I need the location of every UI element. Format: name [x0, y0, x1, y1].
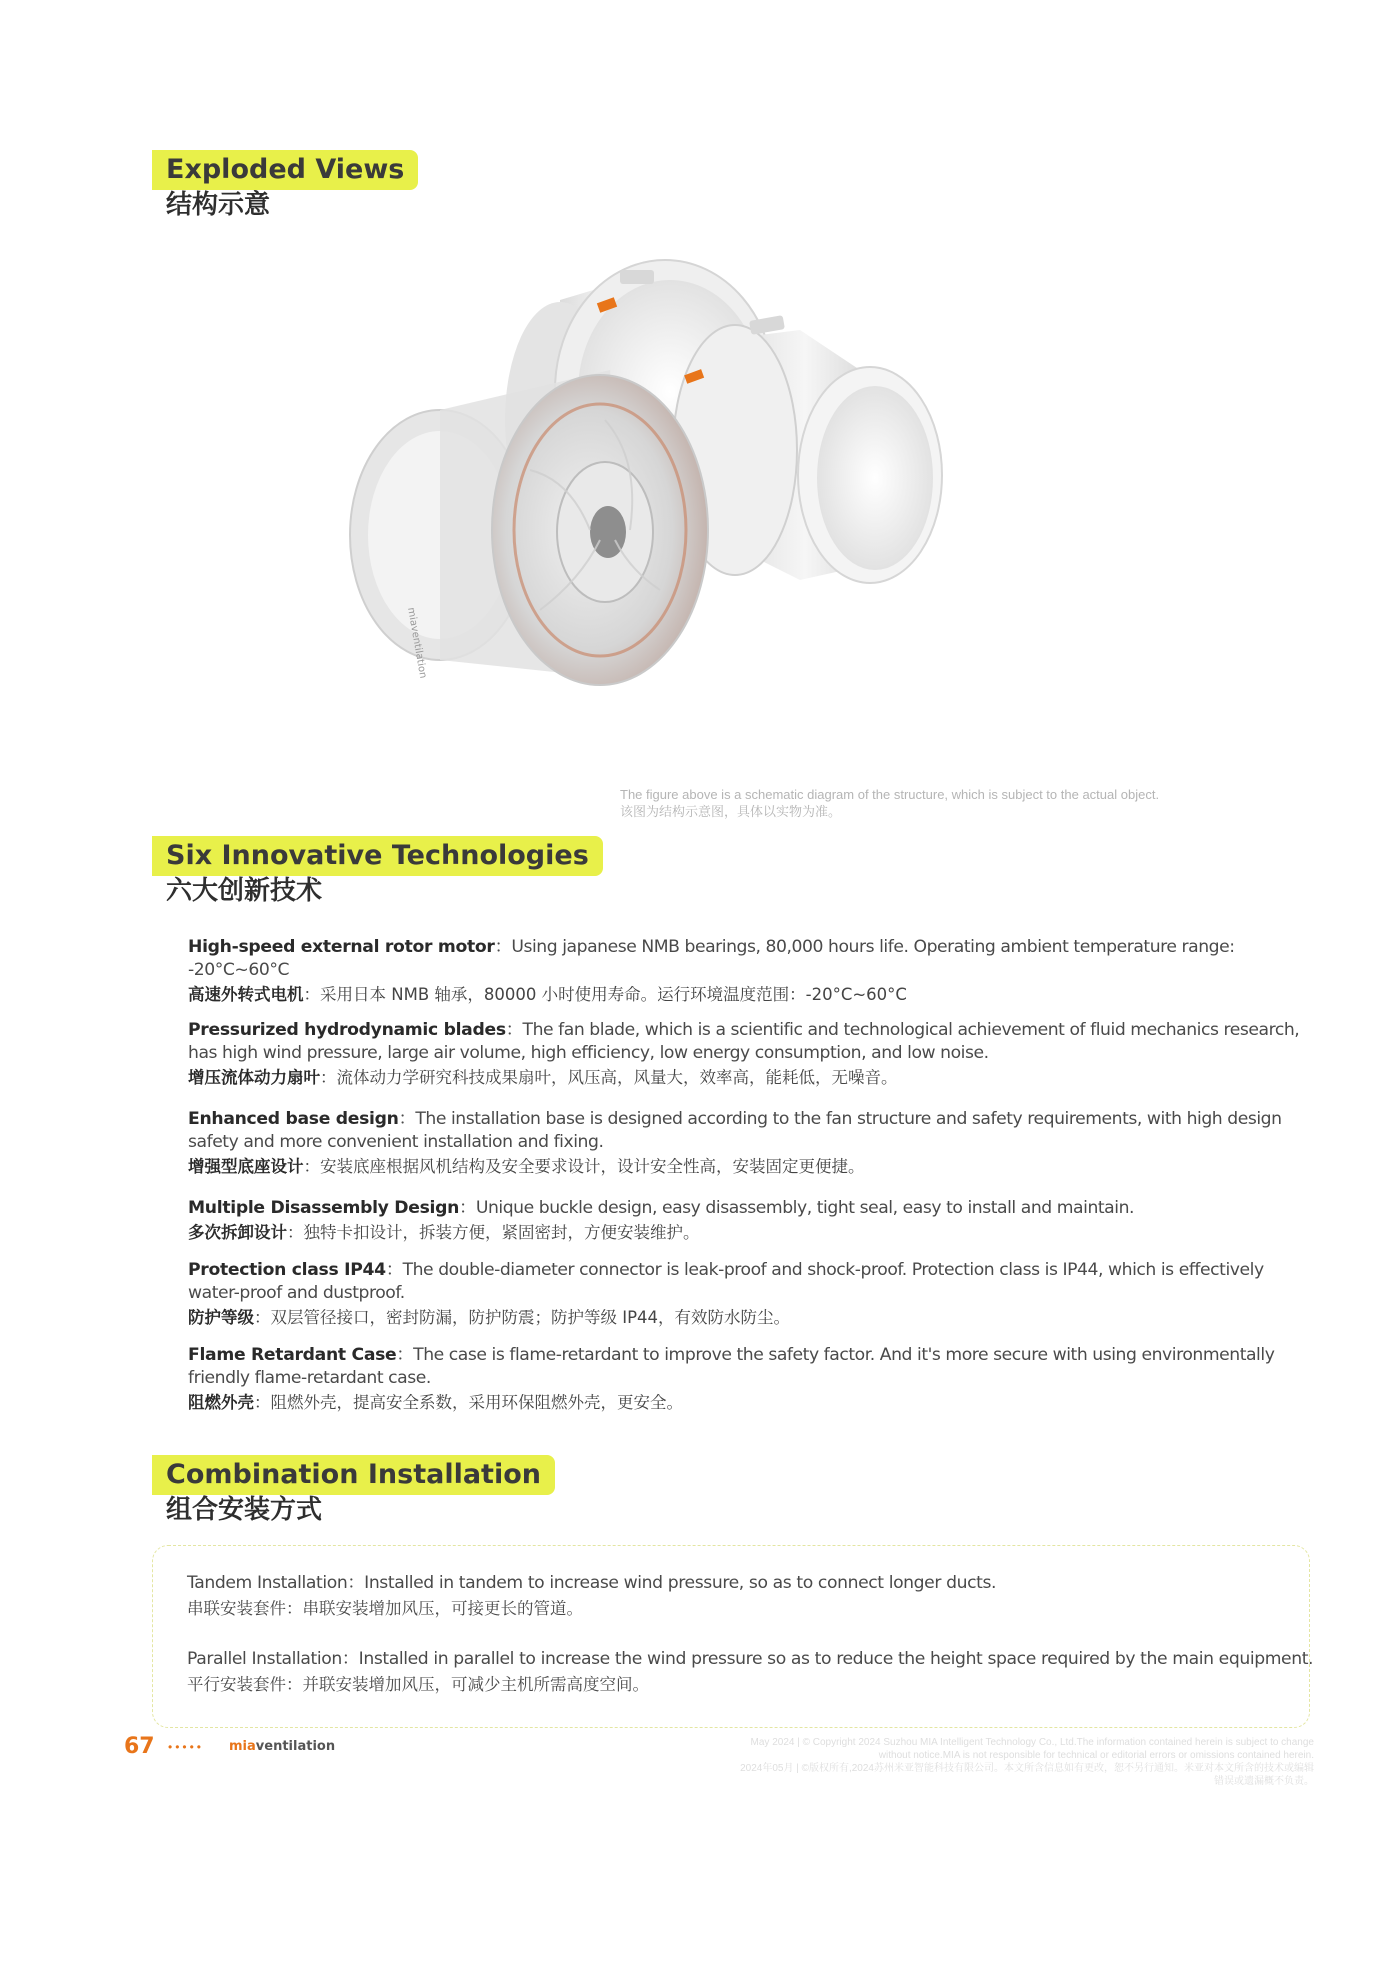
technology-item [188, 1344, 1314, 1415]
brand-accent: mia [229, 1739, 256, 1754]
separator: ： [303, 985, 320, 1004]
technology-name: Pressurized hydrodynamic blades [188, 1020, 506, 1040]
brand-logo [229, 1735, 335, 1759]
technology-item [188, 1259, 1314, 1330]
legal-line: 2024年05月 | ©版权所有,2024苏州米亚智能科技有限公司。本文所含信息如有更改，恕不另行通知。米亚对本文所含的技术或编辑 [740, 1763, 1314, 1774]
technology-description-cn: 安装底座根据风机结构及安全要求设计，设计安全性高，安装固定更便捷。 [320, 1157, 865, 1176]
section-title-combination-installation: Combination Installation [152, 1455, 555, 1495]
technology-description-cn: 采用日本 NMB 轴承，80000 小时使用寿命。运行环境温度范围：-20°C~60°C [320, 985, 907, 1004]
technology-description-cn: 双层管径接口，密封防漏，防护防震；防护等级 IP44，有效防水防尘。 [270, 1308, 791, 1327]
product-logo-text: miaventilation [405, 606, 429, 680]
technology-item [188, 936, 1314, 1007]
installation-item-tandem [187, 1571, 996, 1621]
technology-item [188, 1019, 1314, 1090]
separator: ： [398, 1109, 416, 1129]
technology-description: The fan blade, which is a scientific and technological achievement of fluid mechanics research, has high wind pressure, large air volume, high efficiency, low energy consumption, and low noise. [188, 1020, 1300, 1063]
separator: ： [303, 1157, 320, 1176]
technology-name: Enhanced base design [188, 1109, 399, 1129]
separator: ： [254, 1393, 271, 1412]
installation-description-cn: 平行安装套件：并联安装增加风压，可减少主机所需高度空间。 [187, 1675, 649, 1694]
page-number: 67 [124, 1734, 155, 1759]
installation-description-cn: 串联安装套件：串联安装增加风压，可接更长的管道。 [187, 1599, 583, 1618]
legal-line: 错误或遗漏概不负责。 [1214, 1776, 1314, 1787]
installation-box [152, 1545, 1314, 1728]
legal-line: without notice.MIA is not responsible for technical or editorial errors or omissions contained herein. [878, 1750, 1314, 1761]
section-subtitle-six-technologies: 六大创新技术 [166, 876, 323, 906]
separator: ： [459, 1198, 476, 1218]
motor-impeller-unit [350, 370, 708, 685]
exploded-view-illustration [330, 240, 1230, 810]
technology-name-cn: 阻燃外壳 [188, 1393, 254, 1412]
separator: ： [494, 937, 512, 957]
technology-name-cn: 防护等级 [188, 1308, 254, 1327]
figure-caption-en: The figure above is a schematic diagram of the structure, which is subject to the actual object. [620, 787, 1160, 802]
separator: ： [254, 1308, 271, 1327]
technology-description: The installation base is designed according to the fan structure and safety requirements, with high design safety and more convenient installation and fixing. [188, 1109, 1282, 1152]
page-footer [124, 1732, 1314, 1802]
technology-description: Unique buckle design, easy disassembly, tight seal, easy to install and maintain. [475, 1198, 1135, 1218]
technology-description-cn: 流体动力学研究科技成果扇叶，风压高，风量大，效率高，能耗低，无噪音。 [336, 1068, 898, 1087]
section-subtitle-exploded-views: 结构示意 [166, 190, 271, 220]
page-dots: ••••• [168, 1740, 205, 1754]
technology-name-cn: 增压流体动力扇叶 [188, 1068, 320, 1087]
separator: ： [396, 1345, 414, 1365]
technology-description: The case is flame-retardant to improve the safety factor. And it's more secure with using environmentally friendly flame-retardant case. [188, 1345, 1275, 1388]
technology-item [188, 1108, 1314, 1179]
figure-caption [620, 786, 1159, 820]
section-title-six-technologies: Six Innovative Technologies [152, 836, 603, 876]
technology-name: Protection class IP44 [188, 1260, 386, 1280]
technology-name: High-speed external rotor motor [188, 937, 495, 957]
technology-description-cn: 阻燃外壳，提高安全系数，采用环保阻燃外壳，更安全。 [270, 1393, 683, 1412]
legal-notice [614, 1736, 1314, 1788]
installation-description: Tandem Installation：Installed in tandem to increase wind pressure, so as to connect longer ducts. [187, 1573, 997, 1593]
installation-description: Parallel Installation：Installed in parallel to increase the wind pressure so as to reduce the height space required by the main equipment. [187, 1649, 1314, 1669]
technology-list [188, 936, 1314, 1415]
technology-name: Flame Retardant Case [188, 1345, 397, 1365]
separator: ： [385, 1260, 403, 1280]
technology-name: Multiple Disassembly Design [188, 1198, 460, 1218]
technology-description: Using japanese NMB bearings, 80,000 hours life. Operating ambient temperature range: -20°C~60°C [188, 937, 1235, 980]
technology-description-cn: 独特卡扣设计，拆装方便，紧固密封，方便安装维护。 [303, 1223, 700, 1242]
section-title-exploded-views: Exploded Views [152, 150, 418, 190]
figure-caption-cn: 该图为结构示意图，具体以实物为准。 [620, 804, 842, 819]
legal-line: May 2024 | © Copyright 2024 Suzhou MIA Intelligent Technology Co., Ltd.The information contained herein is subject to change [750, 1737, 1314, 1748]
separator: ： [287, 1223, 304, 1242]
installation-item-parallel [187, 1647, 1313, 1697]
technology-name-cn: 增强型底座设计 [188, 1157, 304, 1176]
technology-name-cn: 多次拆卸设计 [188, 1223, 287, 1242]
brand-rest: ventilation [255, 1739, 336, 1754]
separator: ： [320, 1068, 337, 1087]
section-subtitle-combination-installation: 组合安装方式 [166, 1495, 323, 1525]
technology-description: The double-diameter connector is leak-proof and shock-proof. Protection class is IP44, which is effectively water-proof and dustproof. [188, 1260, 1264, 1303]
technology-name-cn: 高速外转式电机 [188, 985, 304, 1004]
outlet-duct-section [673, 315, 942, 583]
technology-item [188, 1197, 1314, 1245]
separator: ： [505, 1020, 523, 1040]
